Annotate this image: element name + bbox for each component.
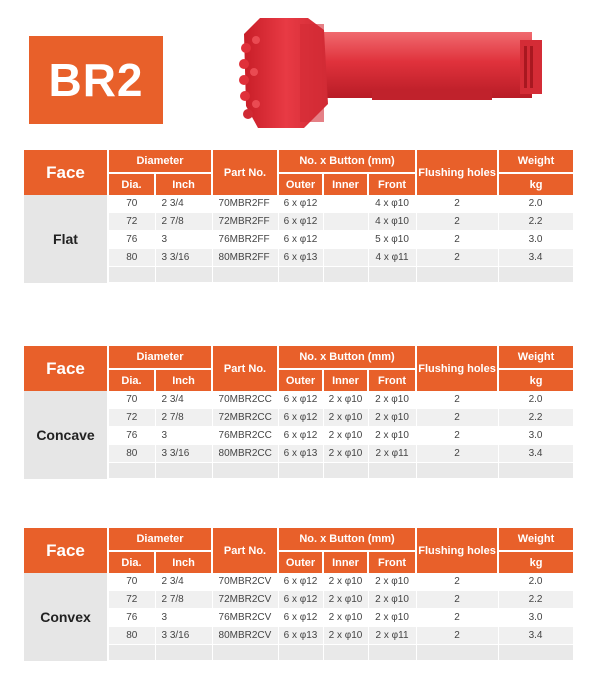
face-type-label: Convex bbox=[24, 573, 108, 661]
cell-inner: 2 x φ10 bbox=[323, 427, 368, 445]
header-face: Face bbox=[24, 150, 108, 195]
cell-front: 2 x φ11 bbox=[368, 627, 416, 645]
header-face: Face bbox=[24, 528, 108, 573]
header-buttons: No. x Button (mm) bbox=[278, 150, 416, 173]
cell-inch: 3 bbox=[155, 231, 212, 249]
cell-dia: 70 bbox=[108, 195, 155, 213]
cell-front: 2 x φ10 bbox=[368, 591, 416, 609]
header-inch: Inch bbox=[155, 173, 212, 195]
cell-weight: 2.0 bbox=[498, 391, 573, 409]
cell-outer: 6 x φ12 bbox=[278, 591, 323, 609]
cell-inner bbox=[323, 213, 368, 231]
cell-inner: 2 x φ10 bbox=[323, 573, 368, 591]
cell-inch: 2 7/8 bbox=[155, 213, 212, 231]
cell-flushing: 2 bbox=[416, 231, 498, 249]
header-flushing: Flushing holes bbox=[416, 346, 498, 391]
spec-table-convex bbox=[24, 528, 574, 661]
header-buttons: No. x Button (mm) bbox=[278, 528, 416, 551]
cell-inch: 3 3/16 bbox=[155, 627, 212, 645]
cell-flushing: 2 bbox=[416, 249, 498, 267]
cell-front: 4 x φ10 bbox=[368, 195, 416, 213]
cell-inch: 2 3/4 bbox=[155, 573, 212, 591]
cell-weight: 3.4 bbox=[498, 627, 573, 645]
cell-outer: 6 x φ12 bbox=[278, 231, 323, 249]
cell-dia: 72 bbox=[108, 591, 155, 609]
cell-part-no: 80MBR2CC bbox=[212, 445, 278, 463]
header-inch: Inch bbox=[155, 551, 212, 573]
cell-front: 2 x φ10 bbox=[368, 609, 416, 627]
header-part-no: Part No. bbox=[212, 150, 278, 195]
cell-weight: 3.0 bbox=[498, 427, 573, 445]
cell-weight: 2.2 bbox=[498, 213, 573, 231]
face-type-label: Concave bbox=[24, 391, 108, 479]
cell-weight: 3.4 bbox=[498, 445, 573, 463]
header-kg: kg bbox=[498, 369, 573, 391]
cell-front: 4 x φ10 bbox=[368, 213, 416, 231]
cell-outer: 6 x φ13 bbox=[278, 627, 323, 645]
table-row bbox=[24, 195, 573, 213]
cell-inch: 2 7/8 bbox=[155, 591, 212, 609]
cell-inner: 2 x φ10 bbox=[323, 391, 368, 409]
cell-dia: 80 bbox=[108, 249, 155, 267]
header-outer: Outer bbox=[278, 369, 323, 391]
cell-part-no: 70MBR2CV bbox=[212, 573, 278, 591]
cell-part-no: 76MBR2CV bbox=[212, 609, 278, 627]
cell-dia: 70 bbox=[108, 573, 155, 591]
cell-weight: 3.0 bbox=[498, 609, 573, 627]
cell-flushing: 2 bbox=[416, 409, 498, 427]
header-outer: Outer bbox=[278, 173, 323, 195]
cell-inner: 2 x φ10 bbox=[323, 591, 368, 609]
header-part-no: Part No. bbox=[212, 346, 278, 391]
header-inner: Inner bbox=[323, 551, 368, 573]
header-weight: Weight bbox=[498, 150, 573, 173]
cell-dia: 76 bbox=[108, 231, 155, 249]
cell-weight: 2.0 bbox=[498, 195, 573, 213]
drill-bit-image bbox=[232, 10, 552, 130]
cell-flushing: 2 bbox=[416, 427, 498, 445]
cell-inch: 3 3/16 bbox=[155, 249, 212, 267]
header-weight: Weight bbox=[498, 528, 573, 551]
header-face: Face bbox=[24, 346, 108, 391]
cell-flushing: 2 bbox=[416, 391, 498, 409]
cell-outer: 6 x φ12 bbox=[278, 409, 323, 427]
header-part-no: Part No. bbox=[212, 528, 278, 573]
cell-inner: 2 x φ10 bbox=[323, 409, 368, 427]
cell-outer: 6 x φ13 bbox=[278, 249, 323, 267]
header-dia: Dia. bbox=[108, 369, 155, 391]
header-inner: Inner bbox=[323, 173, 368, 195]
cell-outer: 6 x φ12 bbox=[278, 573, 323, 591]
cell-outer: 6 x φ12 bbox=[278, 391, 323, 409]
cell-outer: 6 x φ12 bbox=[278, 213, 323, 231]
cell-dia: 72 bbox=[108, 409, 155, 427]
cell-inch: 2 3/4 bbox=[155, 195, 212, 213]
cell-front: 5 x φ10 bbox=[368, 231, 416, 249]
cell-flushing: 2 bbox=[416, 195, 498, 213]
header-dia: Dia. bbox=[108, 173, 155, 195]
cell-weight: 2.0 bbox=[498, 573, 573, 591]
cell-inch: 3 bbox=[155, 609, 212, 627]
product-badge: BR2 bbox=[29, 36, 163, 124]
spec-table-concave bbox=[24, 346, 574, 479]
header-kg: kg bbox=[498, 173, 573, 195]
spec-table-flat bbox=[24, 150, 574, 283]
cell-dia: 80 bbox=[108, 445, 155, 463]
cell-front: 2 x φ10 bbox=[368, 427, 416, 445]
cell-flushing: 2 bbox=[416, 445, 498, 463]
header-flushing: Flushing holes bbox=[416, 528, 498, 573]
cell-weight: 3.0 bbox=[498, 231, 573, 249]
header-inch: Inch bbox=[155, 369, 212, 391]
cell-inch: 2 7/8 bbox=[155, 409, 212, 427]
cell-dia: 76 bbox=[108, 609, 155, 627]
cell-inch: 2 3/4 bbox=[155, 391, 212, 409]
header-diameter: Diameter bbox=[108, 528, 212, 551]
cell-outer: 6 x φ12 bbox=[278, 427, 323, 445]
cell-inner: 2 x φ10 bbox=[323, 445, 368, 463]
cell-inner bbox=[323, 195, 368, 213]
header-flushing: Flushing holes bbox=[416, 150, 498, 195]
cell-part-no: 72MBR2FF bbox=[212, 213, 278, 231]
cell-part-no: 80MBR2CV bbox=[212, 627, 278, 645]
header-front: Front bbox=[368, 173, 416, 195]
cell-inch: 3 bbox=[155, 427, 212, 445]
cell-dia: 72 bbox=[108, 213, 155, 231]
header-front: Front bbox=[368, 369, 416, 391]
cell-outer: 6 x φ12 bbox=[278, 609, 323, 627]
cell-front: 2 x φ10 bbox=[368, 409, 416, 427]
cell-part-no: 70MBR2CC bbox=[212, 391, 278, 409]
cell-flushing: 2 bbox=[416, 213, 498, 231]
cell-inch: 3 3/16 bbox=[155, 445, 212, 463]
cell-weight: 3.4 bbox=[498, 249, 573, 267]
cell-front: 4 x φ11 bbox=[368, 249, 416, 267]
cell-flushing: 2 bbox=[416, 573, 498, 591]
cell-flushing: 2 bbox=[416, 627, 498, 645]
cell-dia: 76 bbox=[108, 427, 155, 445]
cell-part-no: 76MBR2CC bbox=[212, 427, 278, 445]
cell-part-no: 80MBR2FF bbox=[212, 249, 278, 267]
cell-weight: 2.2 bbox=[498, 409, 573, 427]
cell-inner: 2 x φ10 bbox=[323, 627, 368, 645]
header-weight: Weight bbox=[498, 346, 573, 369]
cell-front: 2 x φ10 bbox=[368, 391, 416, 409]
header-kg: kg bbox=[498, 551, 573, 573]
cell-outer: 6 x φ13 bbox=[278, 445, 323, 463]
table-row bbox=[24, 573, 573, 591]
cell-dia: 70 bbox=[108, 391, 155, 409]
cell-dia: 80 bbox=[108, 627, 155, 645]
cell-part-no: 76MBR2FF bbox=[212, 231, 278, 249]
cell-flushing: 2 bbox=[416, 591, 498, 609]
header-front: Front bbox=[368, 551, 416, 573]
cell-inner: 2 x φ10 bbox=[323, 609, 368, 627]
cell-flushing: 2 bbox=[416, 609, 498, 627]
cell-inner bbox=[323, 231, 368, 249]
cell-part-no: 70MBR2FF bbox=[212, 195, 278, 213]
face-type-label: Flat bbox=[24, 195, 108, 283]
header-inner: Inner bbox=[323, 369, 368, 391]
header-diameter: Diameter bbox=[108, 150, 212, 173]
cell-outer: 6 x φ12 bbox=[278, 195, 323, 213]
header-dia: Dia. bbox=[108, 551, 155, 573]
header-outer: Outer bbox=[278, 551, 323, 573]
cell-inner bbox=[323, 249, 368, 267]
table-row bbox=[24, 391, 573, 409]
header-diameter: Diameter bbox=[108, 346, 212, 369]
cell-part-no: 72MBR2CC bbox=[212, 409, 278, 427]
cell-front: 2 x φ11 bbox=[368, 445, 416, 463]
cell-weight: 2.2 bbox=[498, 591, 573, 609]
cell-part-no: 72MBR2CV bbox=[212, 591, 278, 609]
cell-front: 2 x φ10 bbox=[368, 573, 416, 591]
header-buttons: No. x Button (mm) bbox=[278, 346, 416, 369]
